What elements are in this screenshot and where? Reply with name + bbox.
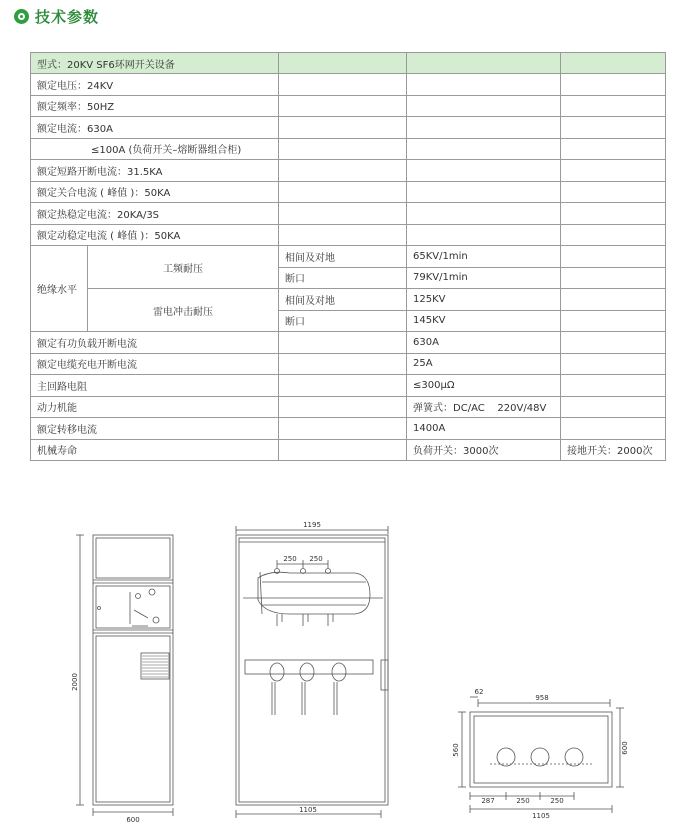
active-load-label: 额定有功负载开断电流 — [31, 332, 279, 354]
table-row — [31, 117, 666, 139]
rated-current: 额定电流：630A — [31, 117, 279, 139]
li-break-label: 断口 — [279, 310, 407, 332]
section-title — [14, 6, 99, 27]
li-phase-label: 相间及对地 — [279, 289, 407, 311]
table-row — [31, 289, 666, 311]
front-view-drawing — [76, 535, 173, 816]
rated-voltage: 额定电压：24KV — [31, 74, 279, 96]
base-d2-label: 250 — [516, 797, 530, 805]
table-row — [31, 246, 666, 268]
mechanism-value: 弹簧式：DC/AC 220V/48V — [407, 396, 561, 418]
transfer-label: 额定转移电流 — [31, 418, 279, 440]
table-row — [31, 396, 666, 418]
rated-current-fuse: ≤100A (负荷开关–熔断器组合柜) — [31, 138, 279, 160]
mechanism-label: 动力机能 — [31, 396, 279, 418]
side-bottom-width-label: 1105 — [299, 806, 317, 814]
side-spacing-1-label: 250 — [283, 555, 297, 563]
cable-charge-label: 额定电缆充电开断电流 — [31, 353, 279, 375]
side-view-drawing — [236, 526, 388, 818]
table-row — [31, 332, 666, 354]
lightning-label: 雷电冲击耐压 — [88, 289, 279, 332]
active-load-value: 630A — [407, 332, 561, 354]
table-row — [31, 439, 666, 461]
pf-break-label: 断口 — [279, 267, 407, 289]
thermal-stable: 额定热稳定电流：20KA/3S — [31, 203, 279, 225]
technical-drawings — [0, 500, 673, 826]
base-d3-label: 250 — [550, 797, 564, 805]
table-row — [31, 53, 666, 74]
power-freq-label: 工频耐压 — [88, 246, 279, 289]
table-row — [31, 160, 666, 182]
table-row — [31, 224, 666, 246]
table-row — [31, 418, 666, 440]
dynamic-stable: 额定动稳定电流 ( 峰值 )：50KA — [31, 224, 279, 246]
table-row — [31, 203, 666, 225]
life-load-value: 负荷开关：3000次 — [407, 439, 561, 461]
li-phase-value: 125KV — [407, 289, 561, 311]
side-spacing-2-label: 250 — [309, 555, 323, 563]
insulation-label: 绝缘水平 — [31, 246, 88, 332]
front-width-label: 600 — [126, 816, 140, 824]
li-break-value: 145KV — [407, 310, 561, 332]
front-height-label: 2000 — [71, 673, 79, 691]
base-d1-label: 287 — [481, 797, 495, 805]
making-current: 额定关合电流 ( 峰值 )：50KA — [31, 181, 279, 203]
base-left-height-label: 560 — [452, 743, 460, 757]
model-cell: 型式：20KV SF6环网开关设备 — [31, 53, 279, 74]
base-top-width-label: 958 — [535, 694, 549, 702]
table-row — [31, 95, 666, 117]
table-row — [31, 353, 666, 375]
base-bottom-width-label: 1105 — [532, 812, 550, 820]
table-row — [31, 375, 666, 397]
resistance-value: ≤300μΩ — [407, 375, 561, 397]
table-row — [31, 181, 666, 203]
resistance-label: 主回路电阻 — [31, 375, 279, 397]
short-circuit-break: 额定短路开断电流：31.5KA — [31, 160, 279, 182]
base-right-height-label: 600 — [621, 741, 629, 755]
transfer-value: 1400A — [407, 418, 561, 440]
table-row — [31, 138, 666, 160]
spec-table — [30, 52, 666, 461]
pf-phase-label: 相间及对地 — [279, 246, 407, 268]
cable-charge-value: 25A — [407, 353, 561, 375]
life-ground-value: 接地开关：2000次 — [561, 439, 666, 461]
side-top-width-label: 1195 — [303, 521, 321, 529]
rated-frequency: 额定频率：50HZ — [31, 95, 279, 117]
table-row — [31, 74, 666, 96]
section-title-text: 技术参数 — [35, 8, 100, 26]
circle-logo-icon — [14, 9, 29, 24]
pf-phase-value: 65KV/1min — [407, 246, 561, 268]
pf-break-value: 79KV/1min — [407, 267, 561, 289]
base-offset-label: 62 — [474, 688, 484, 696]
base-view-drawing — [458, 697, 624, 813]
life-label: 机械寿命 — [31, 439, 279, 461]
